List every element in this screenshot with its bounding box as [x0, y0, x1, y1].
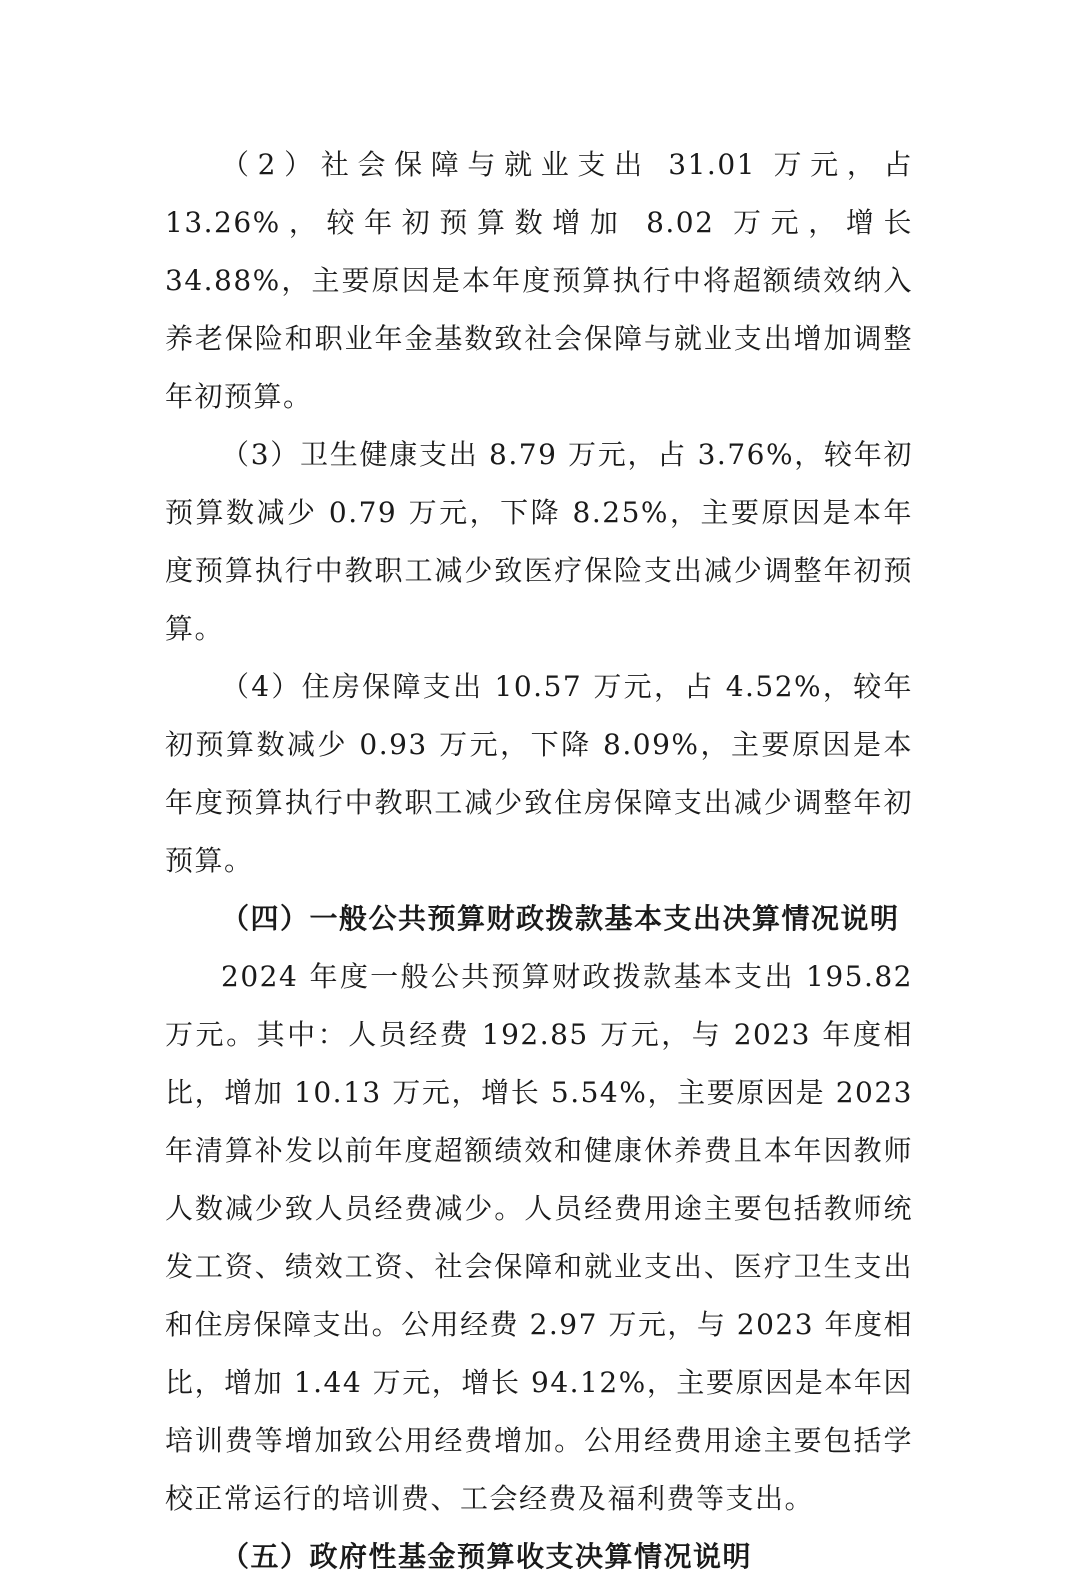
paragraph-housing: （4）住房保障支出 10.57 万元，占 4.52%，较年初预算数减少 0.93 万元，下降 8.09%，主要原因是本年度预算执行中教职工减少致住房保障支出减少调整年初预算。 [165, 670, 913, 877]
document-body [165, 136, 913, 1586]
paragraph-basic-expenditure: 2024 年度一般公共预算财政拨款基本支出 195.82 万元。其中：人员经费 192.85 万元，与 2023 年度相比，增加 10.13 万元，增长 5.54%，主要原因是 2023 年清算补发以前年度超额绩效和健康休养费且本年因教师人数减少致人员经费减少。人员经费用途主要包括教师统发工资、绩效工资、社会保障和就业支出、医疗卫生支出和住房保障支出。公用经费 2.97 万元，与 2023 年度相比，增加 1.44 万元，增长 94.12%，主要原因是本年因培训费等增加致公用经费增加。公用经费用途主要包括学校正常运行的培训费、工会经费及福利费等支出。 [165, 960, 913, 1515]
paragraph-social-security: （2）社会保障与就业支出 31.01 万元，占 13.26%，较年初预算数增加 8.02 万元，增长 34.88%，主要原因是本年度预算执行中将超额绩效纳入养老保险和职业年金基数致社会保障与就业支出增加调整年初预算。 [165, 148, 913, 413]
section-heading-4: （四）一般公共预算财政拨款基本支出决算情况说明 [221, 902, 900, 935]
section-heading-5: （五）政府性基金预算收支决算情况说明 [221, 1540, 753, 1573]
paragraph-health: （3）卫生健康支出 8.79 万元，占 3.76%，较年初预算数减少 0.79 万元，下降 8.25%，主要原因是本年度预算执行中教职工减少致医疗保险支出减少调整年初预算。 [165, 438, 913, 645]
